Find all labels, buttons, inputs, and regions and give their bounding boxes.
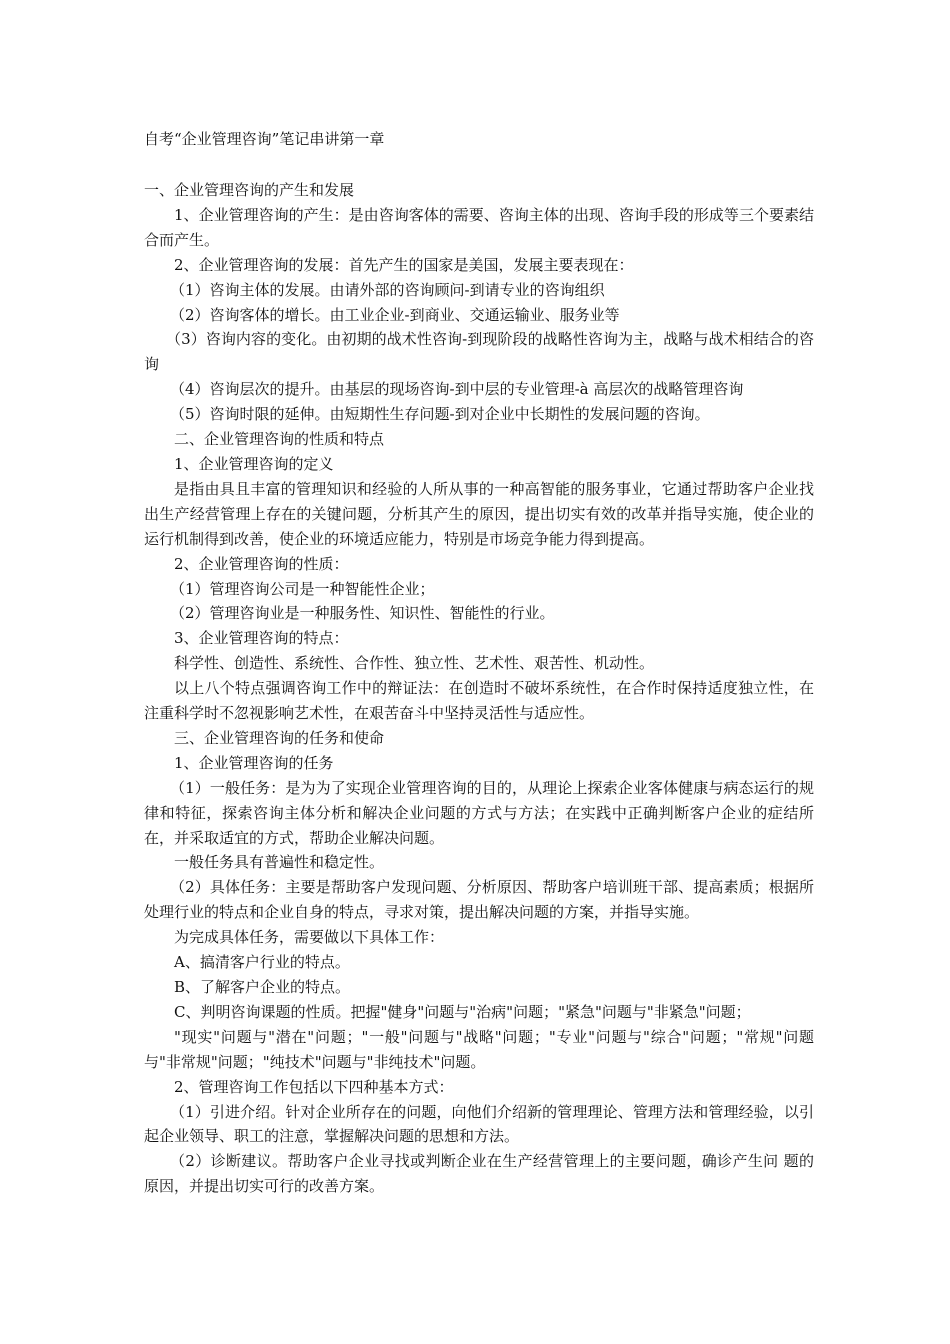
subheading: 2、管理咨询工作包括以下四种基本方式： — [174, 1077, 454, 1096]
subheading: 1、企业管理咨询的定义 — [174, 454, 334, 473]
list-item: （4）咨询层次的提升。由基层的现场咨询-到中层的专业管理-à 高层次的战略管理咨询 — [170, 380, 744, 399]
list-item: （2）管理咨询业是一种服务性、知识性、智能性的行业。 — [170, 604, 555, 623]
list-item: （5）咨询时限的延伸。由短期性生存问题-到对企业中长期性的发展问题的咨询。 — [170, 405, 710, 424]
subheading: 1、企业管理咨询的任务 — [174, 753, 334, 772]
paragraph: 2、企业管理咨询的发展：首先产生的国家是美国，发展主要表现在： — [174, 255, 634, 274]
section-heading: 三、企业管理咨询的任务和使命 — [174, 728, 385, 747]
paragraph: （1）一般任务：是为为了实现企业管理咨询的目的，从理论上探索企业客体健康与病态运行的规律和特征，探索咨询主体分析和解决企业问题的方式与方法；在实践中正确判断客户企业的症结所在，并采取适宜的方式，帮助企业解决问题。 — [144, 778, 814, 847]
paragraph: 科学性、创造性、系统性、合作性、独立性、艺术性、艰苦性、机动性。 — [174, 654, 655, 673]
list-item: B、了解客户企业的特点。 — [174, 978, 351, 996]
paragraph: （2）具体任务：主要是帮助客户发现问题、分析原因、帮助客户培训班干部、提高素质；根据所处理行业的特点和企业自身的特点，寻求对策，提出解决问题的方案，并指导实施。 — [144, 878, 814, 922]
section-heading: 二、企业管理咨询的性质和特点 — [174, 430, 385, 449]
list-item: （1）引进介绍。针对企业所存在的问题，向他们介绍新的管理理论、管理方法和管理经验，以引起企业领导、职工的注意，掌握解决问题的思想和方法。 — [144, 1102, 814, 1146]
list-item: （1）咨询主体的发展。由请外部的咨询顾问-到请专业的咨询组织 — [170, 280, 605, 299]
document-body — [144, 178, 814, 1199]
paragraph: 1、企业管理咨询的产生：是由咨询客体的需要、咨询主体的出现、咨询手段的形成等三个要素结合而产生。 — [144, 205, 814, 249]
list-item: A、搞清客户行业的特点。 — [174, 953, 350, 972]
paragraph: 为完成具体任务，需要做以下具体工作： — [174, 928, 445, 947]
document-title: 自考“企业管理咨询”笔记串讲第一章 — [144, 130, 385, 148]
paragraph: 是指由具且丰富的管理知识和经验的人所从事的一种高智能的服务事业，它通过帮助客户企业找出生产经营管理上存在的关键问题，分析其产生的原因，提出切实有效的改革并指导实施，使企业的运行机制得到改善，使企业的环境适应能力，特别是市场竞争能力得到提高。 — [144, 479, 814, 548]
subheading: 2、企业管理咨询的性质： — [174, 554, 349, 573]
paragraph: 以上八个特点强调咨询工作中的辩证法：在创造时不破坏系统性，在合作时保持适度独立性，在注重科学时不忽视影响艺术性，在艰苦奋斗中坚持灵活性与适应性。 — [144, 679, 814, 723]
paragraph: "现实"问题与"潜在"问题；"一般"问题与"战略"问题；"专业"问题与"综合"问题；"常规"问题与"非常规"问题；"纯技术"问题与"非纯技术"问题。 — [144, 1027, 814, 1071]
list-item: （1）管理咨询公司是一种智能性企业； — [170, 579, 435, 598]
list-item: （2）咨询客体的增长。由工业企业-到商业、交通运输业、服务业等 — [170, 305, 620, 324]
paragraph: 一般任务具有普遍性和稳定性。 — [174, 853, 385, 872]
list-item: C、判明咨询课题的性质。把握"健身"问题与"治病"问题；"紧急"问题与"非紧急"问题； — [174, 1002, 751, 1021]
list-item: （2）诊断建议。帮助客户企业寻找或判断企业在生产经营管理上的主要问题，确诊产生问 题的原因，并提出切实可行的改善方案。 — [144, 1152, 814, 1196]
list-item: （3）咨询内容的变化。由初期的战术性咨询-到现阶段的战略性咨询为主，战略与战术相结合的咨询 — [144, 330, 814, 374]
subheading: 3、企业管理咨询的特点： — [174, 629, 349, 648]
section-heading: 一、企业管理咨询的产生和发展 — [144, 181, 355, 199]
